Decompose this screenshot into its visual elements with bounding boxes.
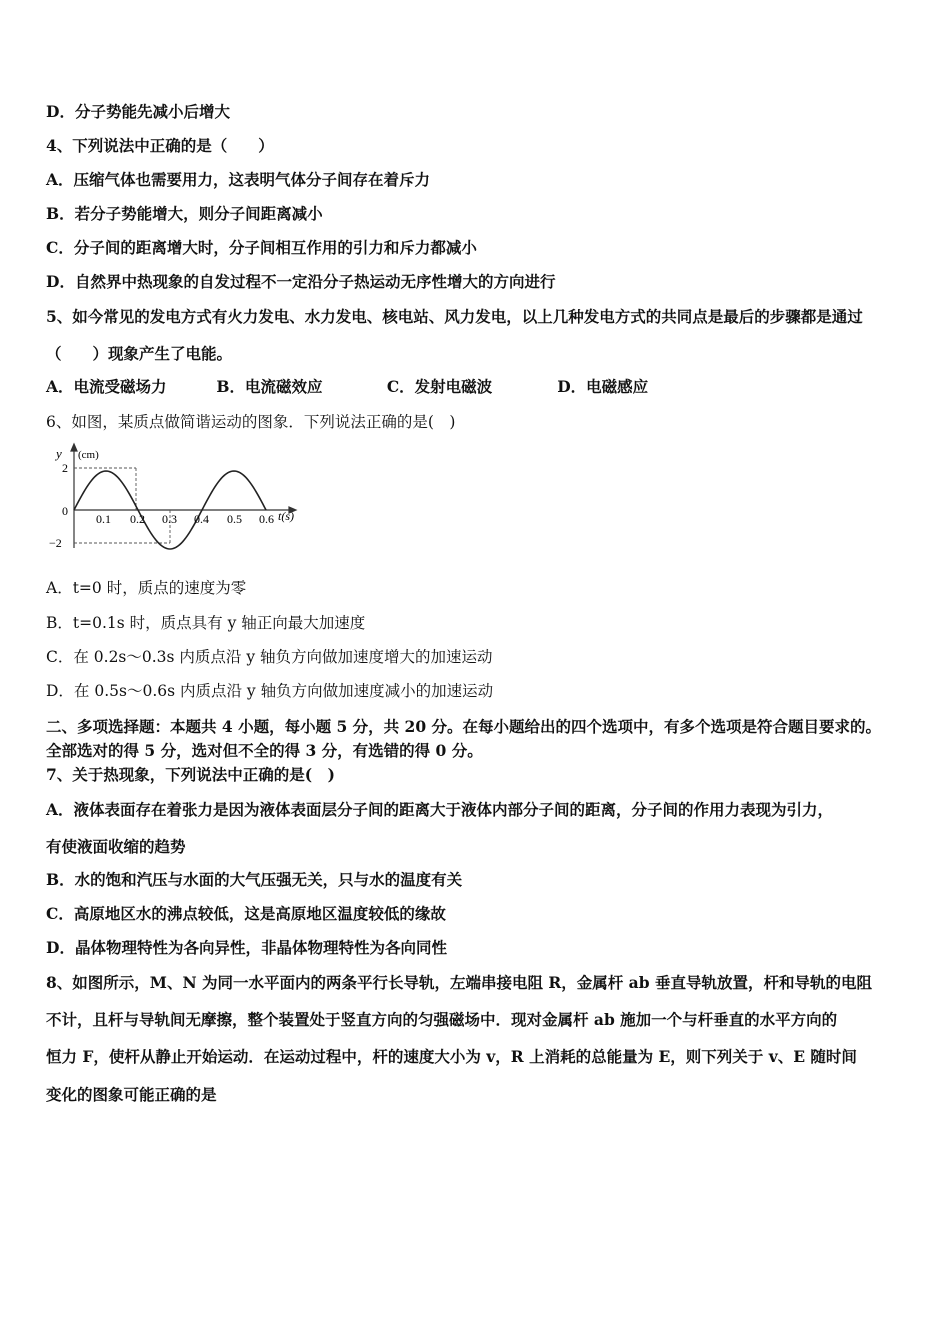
y-axis-unit: (cm) bbox=[78, 449, 99, 461]
q7-option-a-line2: 有使液面收缩的趋势 bbox=[46, 837, 186, 856]
q5-option-c: C．发射电磁波 bbox=[386, 377, 493, 396]
y-tick-0: 0 bbox=[62, 504, 68, 518]
q7-stem: 7、关于热现象，下列说法中正确的是( ) bbox=[46, 765, 335, 784]
x-tick-0.1: 0.1 bbox=[96, 512, 111, 526]
q4-option-b: B．若分子势能增大，则分子间距离减小 bbox=[46, 204, 323, 223]
q5-option-b: B．电流磁效应 bbox=[216, 377, 323, 396]
axes bbox=[71, 444, 296, 548]
q5-stem-line2: （ ）现象产生了电能。 bbox=[46, 344, 233, 363]
q6-stem: 6、如图，某质点做简谐运动的图象．下列说法正确的是( ) bbox=[46, 413, 456, 431]
section2-heading-line2: 全部选对的得 5 分，选对但不全的得 3 分，有选错的得 0 分。 bbox=[46, 741, 483, 760]
x-axis-label: t(s) bbox=[278, 509, 294, 523]
q5-option-a: A．电流受磁场力 bbox=[46, 377, 167, 396]
q4-option-c: C．分子间的距离增大时，分子间相互作用的引力和斥力都减小 bbox=[46, 238, 477, 257]
q8-stem-line2: 不计，且杆与导轨间无摩擦，整个装置处于竖直方向的匀强磁场中．现对金属杆 ab 施加一个与杆垂直的水平方向的 bbox=[46, 1010, 838, 1029]
q3-option-d: D．分子势能先减小后增大 bbox=[46, 102, 230, 121]
shm-graph bbox=[44, 440, 306, 552]
q6-option-d: D．在 0.5s～0.6s 内质点沿 y 轴负方向做加速度减小的加速运动 bbox=[46, 682, 494, 700]
q7-option-d: D．晶体物理特性为各向异性，非晶体物理特性为各向同性 bbox=[46, 938, 447, 957]
q4-option-d: D．自然界中热现象的自发过程不一定沿分子热运动无序性增大的方向进行 bbox=[46, 272, 556, 291]
section2-heading-line1: 二、多项选择题：本题共 4 小题，每小题 5 分，共 20 分。在每小题给出的四个选项中，有多个选项是符合题目要求的。 bbox=[46, 717, 882, 736]
y-tick-2: 2 bbox=[62, 461, 68, 475]
x-tick-0.5: 0.5 bbox=[227, 512, 242, 526]
y-axis-label: y bbox=[56, 446, 62, 461]
q5-stem-line1: 5、如今常见的发电方式有火力发电、水力发电、核电站、风力发电，以上几种发电方式的共同点是最后的步骤都是通过 bbox=[46, 307, 863, 326]
q7-option-c: C．高原地区水的沸点较低，这是高原地区温度较低的缘故 bbox=[46, 904, 446, 923]
x-tick-0.4: 0.4 bbox=[194, 512, 209, 526]
q6-option-a: A．t=0 时，质点的速度为零 bbox=[46, 579, 247, 597]
q5-options bbox=[46, 377, 648, 397]
y-tick-minus-2: −2 bbox=[49, 536, 62, 550]
x-tick-0.6: 0.6 bbox=[259, 512, 274, 526]
x-tick-0.3: 0.3 bbox=[162, 512, 177, 526]
q4-stem: 4、下列说法中正确的是（ ） bbox=[46, 136, 274, 155]
q4-option-a: A．压缩气体也需要用力，这表明气体分子间存在着斥力 bbox=[46, 170, 431, 189]
x-tick-0.2: 0.2 bbox=[130, 512, 145, 526]
y-arrow bbox=[71, 444, 77, 451]
guide-lines bbox=[74, 468, 170, 543]
q7-option-b: B．水的饱和汽压与水面的大气压强无关，只与水的温度有关 bbox=[46, 870, 463, 889]
q7-option-a-line1: A．液体表面存在着张力是因为液体表面层分子间的距离大于液体内部分子间的距离，分子间的作用力表现为引力， bbox=[46, 800, 834, 819]
q8-stem-line1: 8、如图所示，M、N 为同一水平面内的两条平行长导轨，左端串接电阻 R，金属杆 ab 垂直导轨放置，杆和导轨的电阻 bbox=[46, 973, 872, 992]
q6-option-b: B．t=0.1s 时，质点具有 y 轴正向最大加速度 bbox=[46, 614, 366, 632]
q8-stem-line3: 恒力 F，使杆从静止开始运动．在运动过程中，杆的速度大小为 v，R 上消耗的总能量为 E，则下列关于 v、E 随时间 bbox=[46, 1047, 857, 1066]
q5-option-d: D．电磁感应 bbox=[557, 377, 649, 396]
q6-option-c: C．在 0.2s～0.3s 内质点沿 y 轴负方向做加速度增大的加速运动 bbox=[46, 648, 493, 666]
q8-stem-line4: 变化的图象可能正确的是 bbox=[46, 1085, 217, 1104]
